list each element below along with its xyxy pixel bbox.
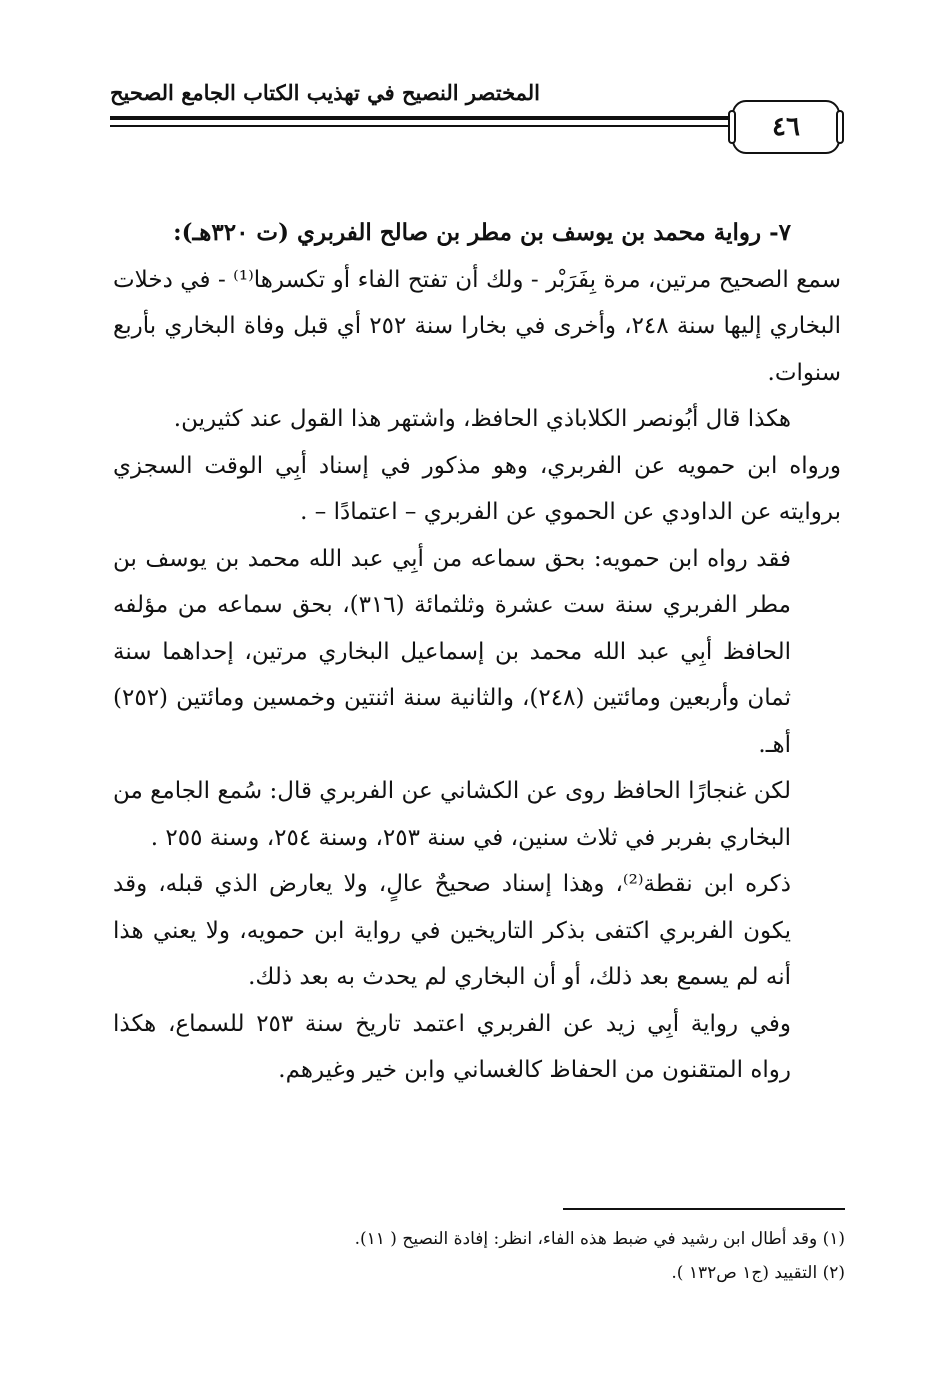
paragraph: ورواه ابن حمويه عن الفربري، وهو مذكور في إسناد أبِي الوقت السجزي بروايته عن الداودي عن الحموي عن الفربري – اعتمادًا – .	[113, 452, 841, 525]
section-heading: ٧- رواية محمد بن يوسف بن مطر بن صالح الفربري (ت ٣٢٠هـ):	[173, 219, 791, 246]
footnotes	[300, 1222, 845, 1290]
header-rule-thick	[110, 116, 732, 120]
paragraph: سمع الصحيح مرتين، مرة بِفَرَبْر - ولك أن تفتح الفاء أو تكسرها⁽¹⁾ - في دخلات البخاري إليها سنة ٢٤٨، وأخرى في بخارا سنة ٢٥٢ أي قبل وفاة البخاري بأربع سنوات.	[113, 266, 841, 386]
paragraph: ذكره ابن نقطة⁽²⁾، وهذا إسناد صحيحٌ عالٍ، ولا يعارض الذي قبله، وقد يكون الفربري اكتفى بذكر التاريخين في رواية ابن حمويه، ولا يعني هذا أنه لم يسمع بعد ذلك، أو أن البخاري لم يحدث به بعد ذلك.	[113, 871, 791, 990]
header-rule-thin	[110, 125, 732, 127]
paragraph: وفي رواية أبِي زيد عن الفربري اعتمد تاريخ سنة ٢٥٣ للسماع، هكذا رواه المتقنون من الحفاظ كالغساني وابن خير وغيرهم.	[113, 1010, 791, 1083]
paragraph: هكذا قال أبُونصر الكلاباذي الحافظ، واشتهر هذا القول عند كثيرين.	[173, 406, 791, 432]
body-text	[113, 210, 841, 1094]
footnote: (٢) التقييد (ج١ ص١٣٢ ).	[671, 1263, 845, 1283]
paragraph: فقد رواه ابن حمويه: بحق سماعه من أبِي عبد الله محمد بن يوسف بن مطر الفربري سنة ست عشرة وثلثمائة (٣١٦)، بحق سماعه من مؤلفه الحافظ أبِي عبد الله محمد بن إسماعيل البخاري مرتين، إحداهما سنة ثمان وأربعين ومائتين (٢٤٨)، والثانية سنة اثنتين وخمسين ومائتين (٢٥٢) أهـ.	[113, 545, 792, 758]
page-number-frame	[732, 100, 840, 154]
footnote-separator	[563, 1208, 845, 1210]
running-title: المختصر النصيح في تهذيب الكتاب الجامع الصحيح	[110, 80, 540, 105]
paragraph: لكن غنجارًا الحافظ روى عن الكشاني عن الفربري قال: سُمع الجامع من البخاري بفربر في ثلاث سنين، في سنة ٢٥٣، وسنة ٢٥٤، وسنة ٢٥٥ .	[113, 778, 791, 851]
page-number: ٤٦	[772, 112, 800, 142]
page-header	[110, 80, 840, 160]
footnote: (١) وقد أطال ابن رشيد في ضبط هذه الفاء، انظر: إفادة النصيح ( ١١).	[354, 1229, 845, 1249]
